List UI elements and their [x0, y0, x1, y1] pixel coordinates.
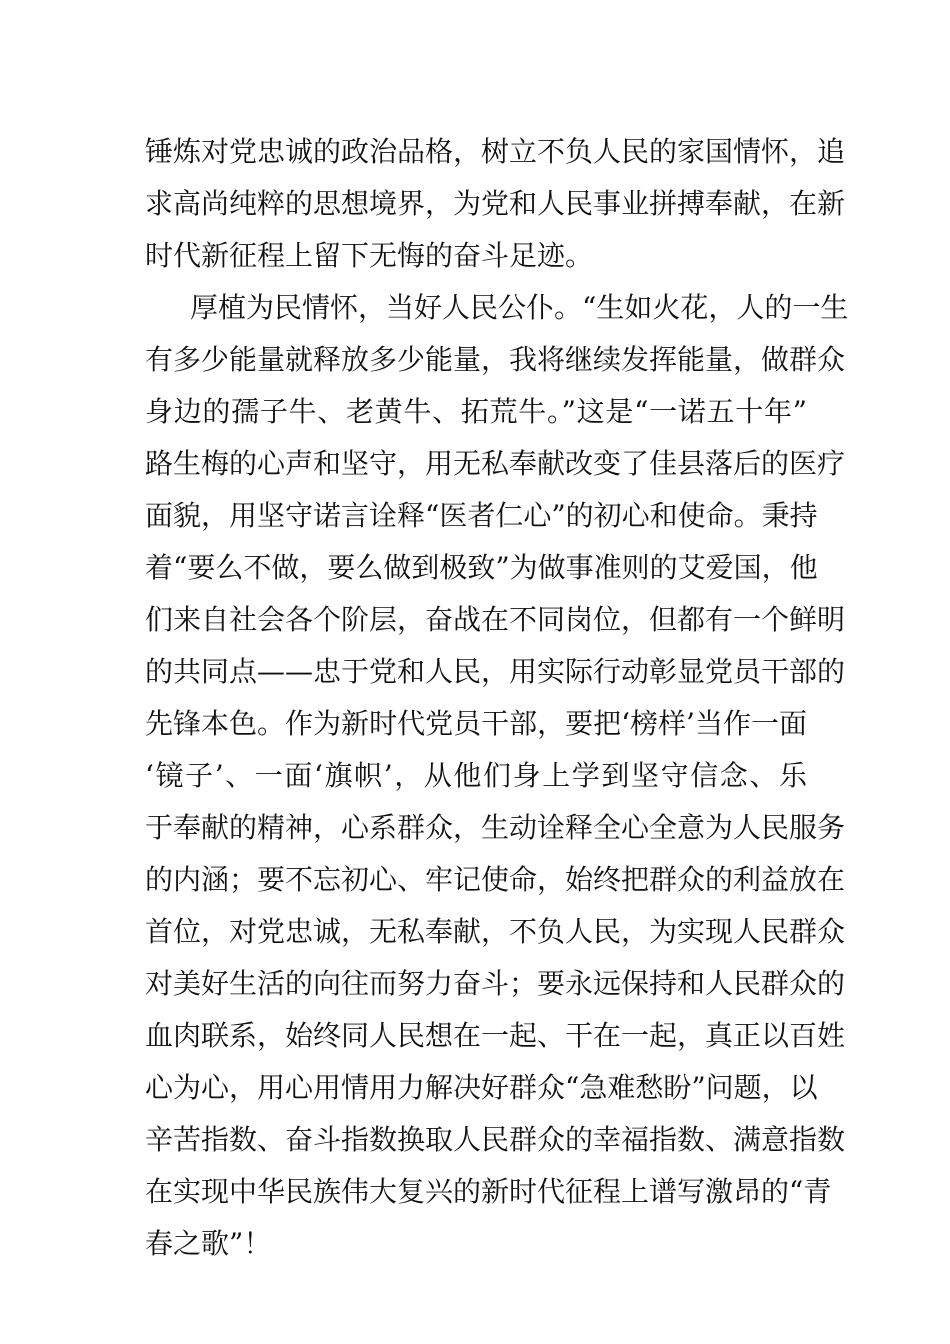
paragraph-2-line-15: 血肉联系，始终同人民想在一起、干在一起，真正以百姓 — [145, 1019, 846, 1052]
paragraph-2-line-1: 厚植为民情怀，当好人民公仆。“生如火花，人的一生 — [190, 291, 849, 324]
paragraph-2-line-14: 对美好生活的向往而努力奋斗；要永远保持和人民群众的 — [145, 967, 846, 1000]
paragraph-2-line-13: 首位，对党忠诚，无私奉献，不负人民，为实现人民群众 — [145, 915, 846, 948]
paragraph-2-line-17: 辛苦指数、奋斗指数换取人民群众的幸福指数、满意指数 — [145, 1123, 846, 1156]
paragraph-2-line-6: 着“要么不做，要么做到极致”为做事准则的艾爱国，他 — [145, 551, 818, 584]
paragraph-2-line-5: 面貌，用坚守诺言诠释“医者仁心”的初心和使命。秉持 — [145, 499, 818, 532]
paragraph-1-line-1: 锤炼对党忠诚的政治品格，树立不负人民的家国情怀，追 — [145, 135, 846, 168]
paragraph-2-line-11: 于奉献的精神，心系群众，生动诠释全心全意为人民服务 — [145, 811, 846, 844]
paragraph-2-line-3: 身边的孺子牛、老黄牛、拓荒牛。”这是“一诺五十年” — [145, 395, 807, 428]
paragraph-2-line-18: 在实现中华民族伟大复兴的新时代征程上谱写激昂的“青 — [145, 1175, 832, 1208]
paragraph-2-line-12: 的内涵；要不忘初心、牢记使命，始终把群众的利益放在 — [145, 863, 846, 896]
paragraph-2-line-10: ‘镜子’、一面‘旗帜’，从他们身上学到坚守信念、乐 — [145, 759, 807, 792]
paragraph-2-line-2: 有多少能量就释放多少能量，我将继续发挥能量，做群众 — [145, 343, 846, 376]
paragraph-2-line-8: 的共同点——忠于党和人民，用实际行动彰显党员干部的 — [145, 655, 846, 688]
paragraph-2-line-9: 先锋本色。作为新时代党员干部，要把‘榜样’当作一面 — [145, 707, 807, 740]
paragraph-1-line-3: 时代新征程上留下无悔的奋斗足迹。 — [145, 239, 594, 272]
paragraph-2-line-4: 路生梅的心声和坚守，用无私奉献改变了佳县落后的医疗 — [145, 447, 846, 480]
paragraph-2-line-19: 春之歌”！ — [145, 1227, 272, 1260]
paragraph-2-line-7: 们来自社会各个阶层，奋战在不同岗位，但都有一个鲜明 — [145, 603, 846, 636]
paragraph-1-line-2: 求高尚纯粹的思想境界，为党和人民事业拼搏奉献，在新 — [145, 187, 846, 220]
paragraph-2-line-16: 心为心，用心用情用力解决好群众“急难愁盼”问题，以 — [145, 1071, 818, 1104]
